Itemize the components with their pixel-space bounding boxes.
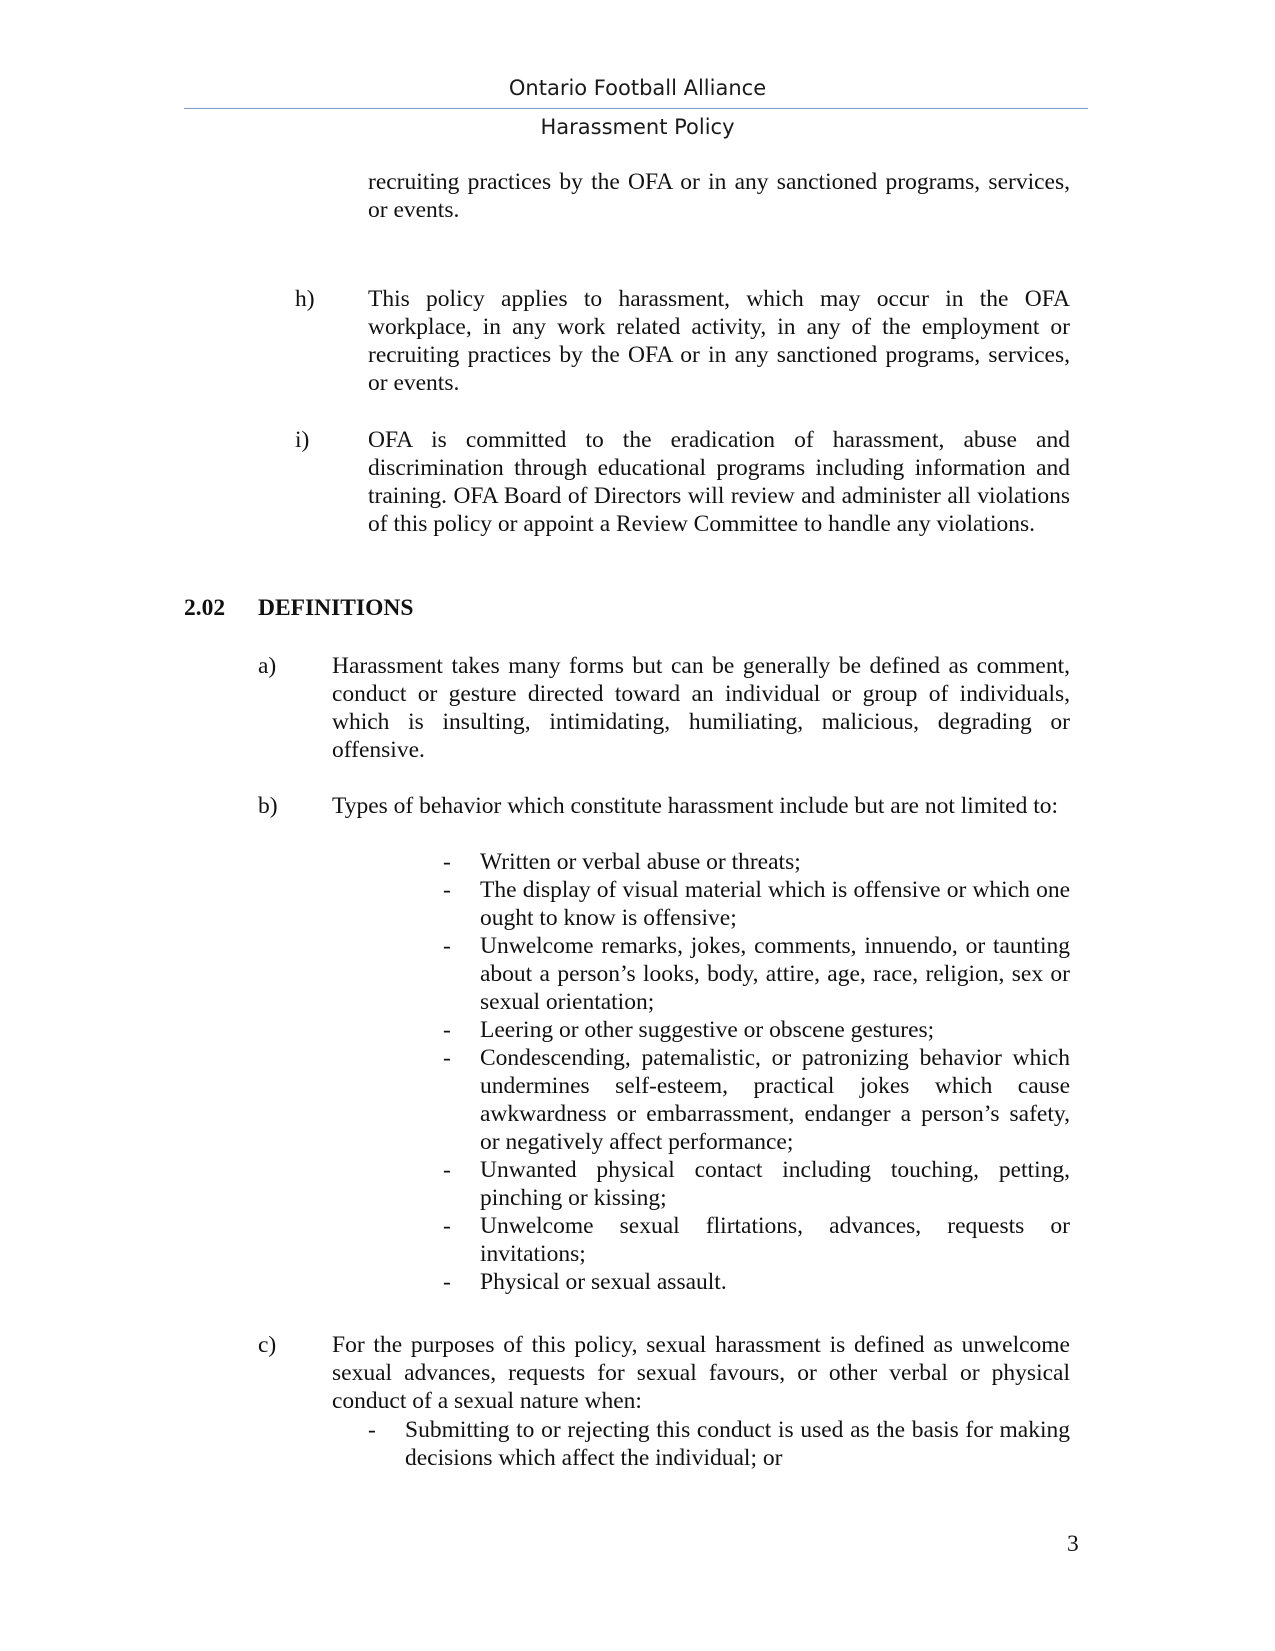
list-item: - The display of visual material which is offensive or which one ought to know is offensive; [443, 877, 1070, 931]
bullet-dash: - [443, 849, 451, 875]
item-h-text: This policy applies to harassment, which may occur in the OFA workplace, in any work related activity, in any of the employment or recruiting practices by the OFA or in any sanctioned programs, services, or events. [368, 286, 1070, 396]
list-item: - Submitting to or rejecting this conduct is used as the basis for making decisions which affect the individual; or [368, 1417, 1070, 1471]
item-c-label: c) [258, 1332, 277, 1358]
item-h-label: h) [295, 286, 315, 312]
list-item: - Unwelcome remarks, jokes, comments, innuendo, or taunting about a person’s looks, body, attire, age, race, religion, sex or sexual orientation; [443, 933, 1070, 1015]
section-number: 2.02 [184, 595, 226, 621]
list-item: - Unwelcome sexual flirtations, advances, requests or invitations; [443, 1213, 1070, 1267]
header-organization: Ontario Football Alliance [508, 76, 767, 100]
list-item: - Condescending, patemalistic, or patronizing behavior which undermines self-esteem, practical jokes which cause awkwardness or embarrassment, endanger a person’s safety, or negatively affect performance; [443, 1045, 1070, 1155]
item-c-text: For the purposes of this policy, sexual harassment is defined as unwelcome sexual advances, requests for sexual favours, or other verbal or physical conduct of a sexual nature when: [332, 1332, 1070, 1414]
harassment-types-list [443, 848, 1070, 1296]
list-item: - Unwanted physical contact including touching, petting, pinching or kissing; [443, 1157, 1070, 1211]
bullet-dash: - [443, 1017, 451, 1043]
page-number: 3 [1067, 1531, 1079, 1557]
item-i-text: OFA is committed to the eradication of harassment, abuse and discrimination through educational programs including information and training. OFA Board of Directors will review and administer all violations of this policy or appoint a Review Committee to handle any violations. [368, 427, 1070, 537]
bullet-dash: - [443, 1213, 451, 1239]
list-item: - Written or verbal abuse or threats; [443, 849, 801, 875]
bullet-dash: - [443, 1269, 451, 1295]
continued-paragraph: recruiting practices by the OFA or in any sanctioned programs, services, or events. [368, 169, 1070, 223]
item-a-label: a) [258, 653, 277, 679]
section-title: DEFINITIONS [258, 595, 414, 621]
item-b-label: b) [258, 793, 278, 819]
header-document-title: Harassment Policy [540, 115, 735, 139]
bullet-dash: - [443, 933, 451, 959]
header-divider [184, 108, 1088, 109]
bullet-dash: - [443, 1157, 451, 1183]
bullet-dash: - [443, 877, 451, 903]
bullet-dash: - [443, 1045, 451, 1071]
item-a-text: Harassment takes many forms but can be generally be defined as comment, conduct or gesture directed toward an individual or group of individuals, which is insulting, intimidating, humiliating, malicious, degrading or offensive. [332, 653, 1070, 763]
list-item: - Physical or sexual assault. [443, 1269, 727, 1295]
list-item: - Leering or other suggestive or obscene gestures; [443, 1017, 935, 1043]
sexual-harassment-conditions-list [368, 1416, 1070, 1472]
bullet-dash: - [368, 1417, 376, 1443]
item-i-label: i) [295, 427, 310, 453]
item-b-text: Types of behavior which constitute harassment include but are not limited to: [332, 793, 1059, 819]
